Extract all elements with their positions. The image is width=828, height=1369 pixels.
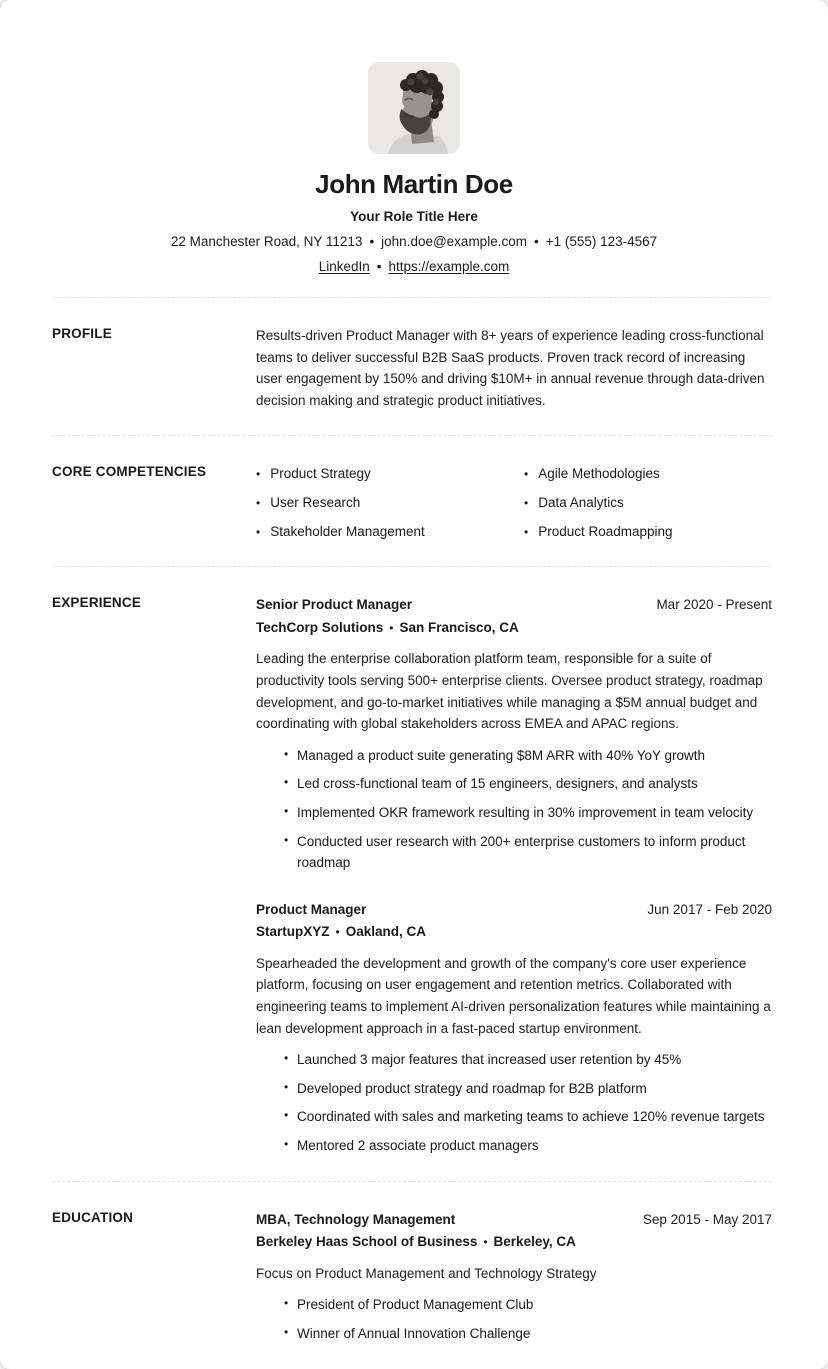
bullet-dot: • — [284, 1296, 289, 1311]
profile-photo-image — [368, 62, 460, 154]
bullet-dot: • — [284, 1137, 289, 1152]
job-bullet-list — [256, 1049, 772, 1156]
job-bullet-text: Conducted user research with 200+ enterprise customers to inform product roadmap — [297, 833, 746, 871]
experience-entry — [256, 899, 772, 1157]
job-bullet-text: Launched 3 major features that increased user retention by 45% — [297, 1052, 682, 1068]
contact-email: john.doe@example.com — [381, 234, 527, 249]
education-entry — [256, 1209, 772, 1345]
contact-address: 22 Manchester Road, NY 11213 — [170, 234, 363, 249]
job-title: Product Manager — [256, 901, 367, 917]
profile-summary: Results-driven Product Manager with 8+ years of experience leading cross-functional teams to deliver successful B2B SaaS products. Proven track record of increasing user engagement by 150% and driving $10M+ in annual revenue through data-driven decision making and strategic product initiatives. — [256, 328, 765, 408]
competency-item — [524, 463, 772, 485]
entry-header — [256, 1209, 772, 1231]
education-bullet-list — [256, 1294, 772, 1344]
competency-item — [256, 521, 504, 543]
education-degree: MBA, Technology Management — [256, 1211, 456, 1227]
separator-dot: • — [389, 620, 394, 635]
bullet-dot: • — [284, 1051, 289, 1066]
linkedin-link[interactable]: LinkedIn — [318, 259, 370, 274]
competency-label: Product Strategy — [270, 466, 371, 482]
job-bullet-text: Mentored 2 associate product managers — [297, 1138, 539, 1154]
profile-photo — [368, 62, 460, 154]
bullet-dot: • — [284, 1079, 289, 1094]
separator-dot: • — [376, 259, 382, 274]
job-summary: Spearheaded the development and growth of the company's core user experience platform, focusing on user engagement and retention metrics. Collaborated with engineering teams to implement AI-driven personalization features while maintaining a lean development approach in a fast-paced startup environment. — [256, 955, 771, 1036]
bullet-dot: • — [284, 1108, 289, 1123]
competency-item — [256, 492, 504, 514]
competency-item — [256, 463, 504, 485]
job-location: San Francisco, CA — [399, 619, 519, 635]
job-title: Senior Product Manager — [256, 597, 413, 613]
competency-label: User Research — [270, 494, 361, 510]
bullet-dot: • — [284, 1325, 289, 1339]
competencies-grid — [256, 463, 772, 542]
competency-item — [524, 521, 772, 543]
job-location: Oakland, CA — [345, 924, 426, 940]
bullet-dot: • — [256, 524, 261, 539]
education-focus: Focus on Product Management and Technology Strategy — [256, 1265, 597, 1281]
job-bullet-text: Coordinated with sales and marketing teams to achieve 120% revenue targets — [297, 1109, 765, 1125]
job-dates: Jun 2017 - Feb 2020 — [647, 901, 772, 917]
resume-header — [0, 0, 828, 297]
section-label-education: EDUCATION — [52, 1209, 134, 1225]
job-bullet — [284, 831, 772, 874]
competency-item — [524, 492, 772, 514]
education-bullet-text: Winner of Annual Innovation Challenge — [297, 1326, 531, 1341]
job-bullet — [284, 1106, 772, 1128]
competency-label: Data Analytics — [538, 494, 624, 510]
bullet-dot: • — [284, 803, 289, 818]
separator-dot: • — [369, 234, 375, 249]
separator-dot: • — [533, 234, 539, 249]
bullet-dot: • — [524, 467, 529, 482]
job-bullet-text: Led cross-functional team of 15 engineers, designers, and analysts — [297, 776, 698, 792]
education-bullet — [284, 1294, 772, 1316]
links-line — [0, 259, 828, 274]
job-bullet — [284, 802, 772, 824]
bullet-dot: • — [284, 775, 289, 790]
section-label-core-competencies: CORE COMPETENCIES — [52, 464, 207, 480]
bullet-dot: • — [256, 467, 261, 482]
job-bullet-text: Managed a product suite generating $8M ARR with 40% YoY growth — [297, 747, 706, 763]
competency-label: Agile Methodologies — [538, 466, 660, 482]
person-name: John Martin Doe — [315, 169, 513, 199]
job-bullet — [284, 1135, 772, 1157]
job-bullet — [284, 745, 772, 767]
competency-label: Product Roadmapping — [538, 523, 673, 539]
education-bullet-text: President of Product Management Club — [297, 1297, 534, 1313]
job-bullet — [284, 773, 772, 795]
job-company: TechCorp Solutions — [256, 619, 384, 635]
education-school: Berkeley Haas School of Business — [256, 1234, 478, 1250]
job-bullet — [284, 1049, 772, 1071]
job-summary: Leading the enterprise collaboration platform team, responsible for a suite of productivity tools serving 500+ enterprise clients. Oversee product strategy, roadmap development, and go-to-market initiatives while managing a $5M annual budget and coordinating with global stakeholders across EMEA and APAC regions. — [256, 651, 763, 732]
job-bullet — [284, 1078, 772, 1100]
education-dates: Sep 2015 - May 2017 — [642, 1211, 772, 1227]
job-company-line — [256, 921, 772, 943]
section-label-profile: PROFILE — [52, 326, 112, 341]
experience-entry — [256, 594, 772, 874]
section-label-experience: EXPERIENCE — [52, 595, 142, 611]
job-bullet-text: Developed product strategy and roadmap for B2B platform — [297, 1080, 647, 1096]
bullet-dot: • — [284, 746, 289, 761]
section-core-competencies — [52, 435, 772, 566]
job-bullet-text: Implemented OKR framework resulting in 30% improvement in team velocity — [297, 804, 754, 820]
job-company: StartupXYZ — [256, 924, 330, 940]
competency-label: Stakeholder Management — [270, 523, 425, 539]
contact-line — [0, 234, 828, 249]
role-title: Your Role Title Here — [350, 209, 478, 224]
section-experience — [52, 566, 772, 1180]
separator-dot: • — [335, 925, 340, 940]
education-school-line — [256, 1231, 772, 1253]
education-location: Berkeley, CA — [493, 1234, 576, 1250]
bullet-dot: • — [524, 495, 529, 510]
job-company-line — [256, 617, 772, 639]
bullet-dot: • — [284, 832, 289, 847]
job-bullet-list — [256, 745, 772, 874]
bullet-dot: • — [256, 495, 261, 510]
separator-dot: • — [483, 1235, 488, 1250]
education-bullet — [284, 1323, 772, 1345]
entry-header — [256, 899, 772, 921]
job-dates: Mar 2020 - Present — [656, 597, 772, 613]
contact-phone: +1 (555) 123-4567 — [545, 234, 658, 249]
section-education — [52, 1181, 772, 1369]
website-link[interactable]: https://example.com — [388, 259, 510, 274]
bullet-dot: • — [524, 524, 529, 539]
section-profile — [52, 297, 772, 435]
entry-header — [256, 594, 772, 616]
